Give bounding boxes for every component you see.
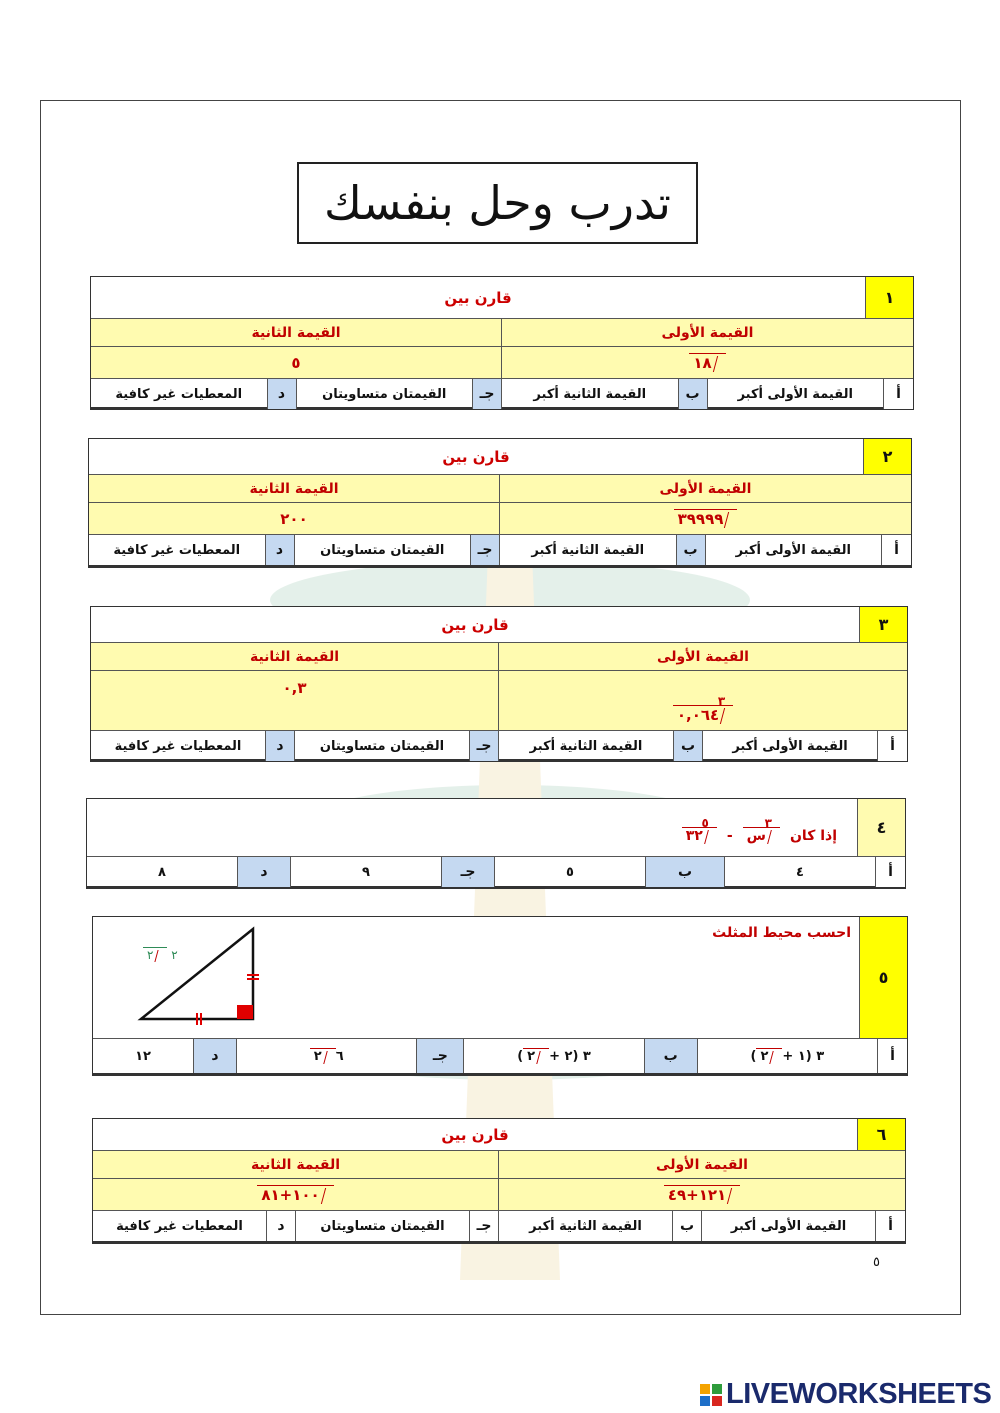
compare-heading: قارن بين	[442, 447, 510, 466]
question-prompt-area	[93, 917, 859, 1038]
option-d[interactable]: المعطيات غير كافية	[116, 1218, 243, 1234]
option-a[interactable]: القيمة الأولى أكبر	[735, 542, 851, 558]
option-c[interactable]: القيمتان متساويتان	[322, 386, 447, 402]
compare-heading: قارن بين	[441, 1125, 509, 1144]
first-value: ٣٩٩٩٩	[500, 503, 911, 534]
option-letter-b: ب	[644, 1039, 698, 1073]
option-a[interactable]: ٣ (١ + ٢ )	[750, 1048, 825, 1064]
question-prompt: احسب محيط المثلث	[712, 925, 851, 941]
option-letter-a: أ	[877, 731, 907, 761]
question-6	[92, 1118, 906, 1244]
option-letter-a: أ	[875, 1211, 905, 1241]
question-5	[92, 916, 908, 1076]
second-value-label: القيمة الثانية	[91, 643, 499, 670]
option-letter-b: ب	[645, 857, 725, 887]
option-letter-d: د	[267, 379, 297, 409]
option-letter-d: د	[193, 1039, 237, 1073]
question-number: ١	[865, 277, 913, 318]
option-letter-a: أ	[883, 379, 913, 409]
question-1	[90, 276, 914, 410]
option-d[interactable]: ٨	[158, 864, 166, 880]
option-letter-b: ب	[673, 731, 703, 761]
option-b[interactable]: ٣ (٢ + ٢ )	[517, 1048, 591, 1064]
option-letter-c: جـ	[416, 1039, 464, 1073]
question-number: ٥	[859, 917, 907, 1038]
first-value: ١٢١+٤٩	[499, 1179, 905, 1210]
logo-text: LIVEWORKSHEETS	[726, 1378, 992, 1410]
compare-heading: قارن بين	[441, 615, 509, 634]
option-b[interactable]: القيمة الثانية أكبر	[531, 542, 645, 558]
option-b[interactable]: القيمة الثانية أكبر	[533, 386, 647, 402]
question-number: ٤	[857, 799, 905, 856]
option-letter-b: ب	[672, 1211, 702, 1241]
second-value-label: القيمة الثانية	[91, 319, 502, 346]
logo-grid-icon	[700, 1384, 722, 1406]
option-letter-d: د	[237, 857, 291, 887]
option-letter-d: د	[266, 1211, 296, 1241]
option-letter-b: ب	[678, 379, 708, 409]
option-b[interactable]: القيمة الثانية أكبر	[529, 738, 643, 754]
option-a[interactable]: القيمة الأولى أكبر	[730, 1218, 847, 1234]
first-value-label: القيمة الأولى	[661, 324, 754, 341]
question-3	[90, 606, 908, 762]
option-d[interactable]: المعطيات غير كافية	[113, 542, 241, 558]
option-d[interactable]: ١٢	[135, 1048, 151, 1064]
option-b[interactable]: القيمة الثانية أكبر	[529, 1218, 642, 1234]
question-number: ٢	[863, 439, 911, 474]
first-value: ١٨	[502, 347, 913, 378]
first-value: ٣ ٠,٠٦٤	[499, 671, 907, 730]
second-value: ٢٠٠	[89, 503, 500, 534]
second-value-label: القيمة الثانية	[89, 475, 500, 502]
option-letter-c: جـ	[470, 535, 500, 565]
first-value-label: القيمة الأولى	[657, 648, 749, 665]
option-letter-a: أ	[875, 857, 905, 887]
option-letter-b: ب	[676, 535, 706, 565]
option-c[interactable]: القيمتان متساويتان	[320, 542, 445, 558]
second-value-label: القيمة الثانية	[93, 1151, 499, 1178]
question-number: ٦	[857, 1119, 905, 1150]
page-number: ٥	[873, 1255, 880, 1270]
option-letter-c: جـ	[469, 1211, 499, 1241]
question-2	[88, 438, 912, 568]
second-value: ٥	[91, 347, 502, 378]
option-c[interactable]: ٦ ٢	[237, 1039, 416, 1073]
option-d[interactable]: المعطيات غير كافية	[115, 386, 243, 402]
option-d[interactable]: المعطيات غير كافية	[114, 738, 242, 754]
second-value: ١٠٠+٨١	[93, 1179, 499, 1210]
option-letter-a: أ	[881, 535, 911, 565]
compare-heading: قارن بين	[444, 288, 512, 307]
option-c[interactable]: القيمتان متساويتان	[319, 738, 445, 754]
option-letter-c: جـ	[472, 379, 502, 409]
option-letter-a: أ	[877, 1039, 907, 1073]
option-letter-c: جـ	[441, 857, 495, 887]
option-letter-c: جـ	[469, 731, 499, 761]
option-b[interactable]: ٥	[566, 864, 574, 880]
first-value-label: القيمة الأولى	[659, 480, 752, 497]
option-letter-d: د	[265, 731, 295, 761]
option-letter-d: د	[265, 535, 295, 565]
liveworksheets-logo[interactable]	[700, 1378, 991, 1411]
option-a[interactable]: ٤	[796, 864, 804, 880]
question-number: ٣	[859, 607, 907, 642]
page-title: تدرب وحل بنفسك	[297, 162, 698, 244]
question-4	[86, 798, 906, 889]
second-value: ٠,٣	[91, 671, 499, 730]
option-c[interactable]: القيمتان متساويتان	[320, 1218, 445, 1234]
option-a[interactable]: القيمة الأولى أكبر	[737, 386, 853, 402]
option-c[interactable]: ٩	[362, 864, 370, 880]
question-prompt: إذا كان ٣ س - ٥ ٣٢	[87, 799, 857, 856]
option-a[interactable]: القيمة الأولى أكبر	[732, 738, 848, 754]
triangle-side-label: ٢ ٢	[143, 947, 178, 962]
right-triangle-figure	[133, 923, 263, 1033]
first-value-label: القيمة الأولى	[656, 1156, 748, 1173]
